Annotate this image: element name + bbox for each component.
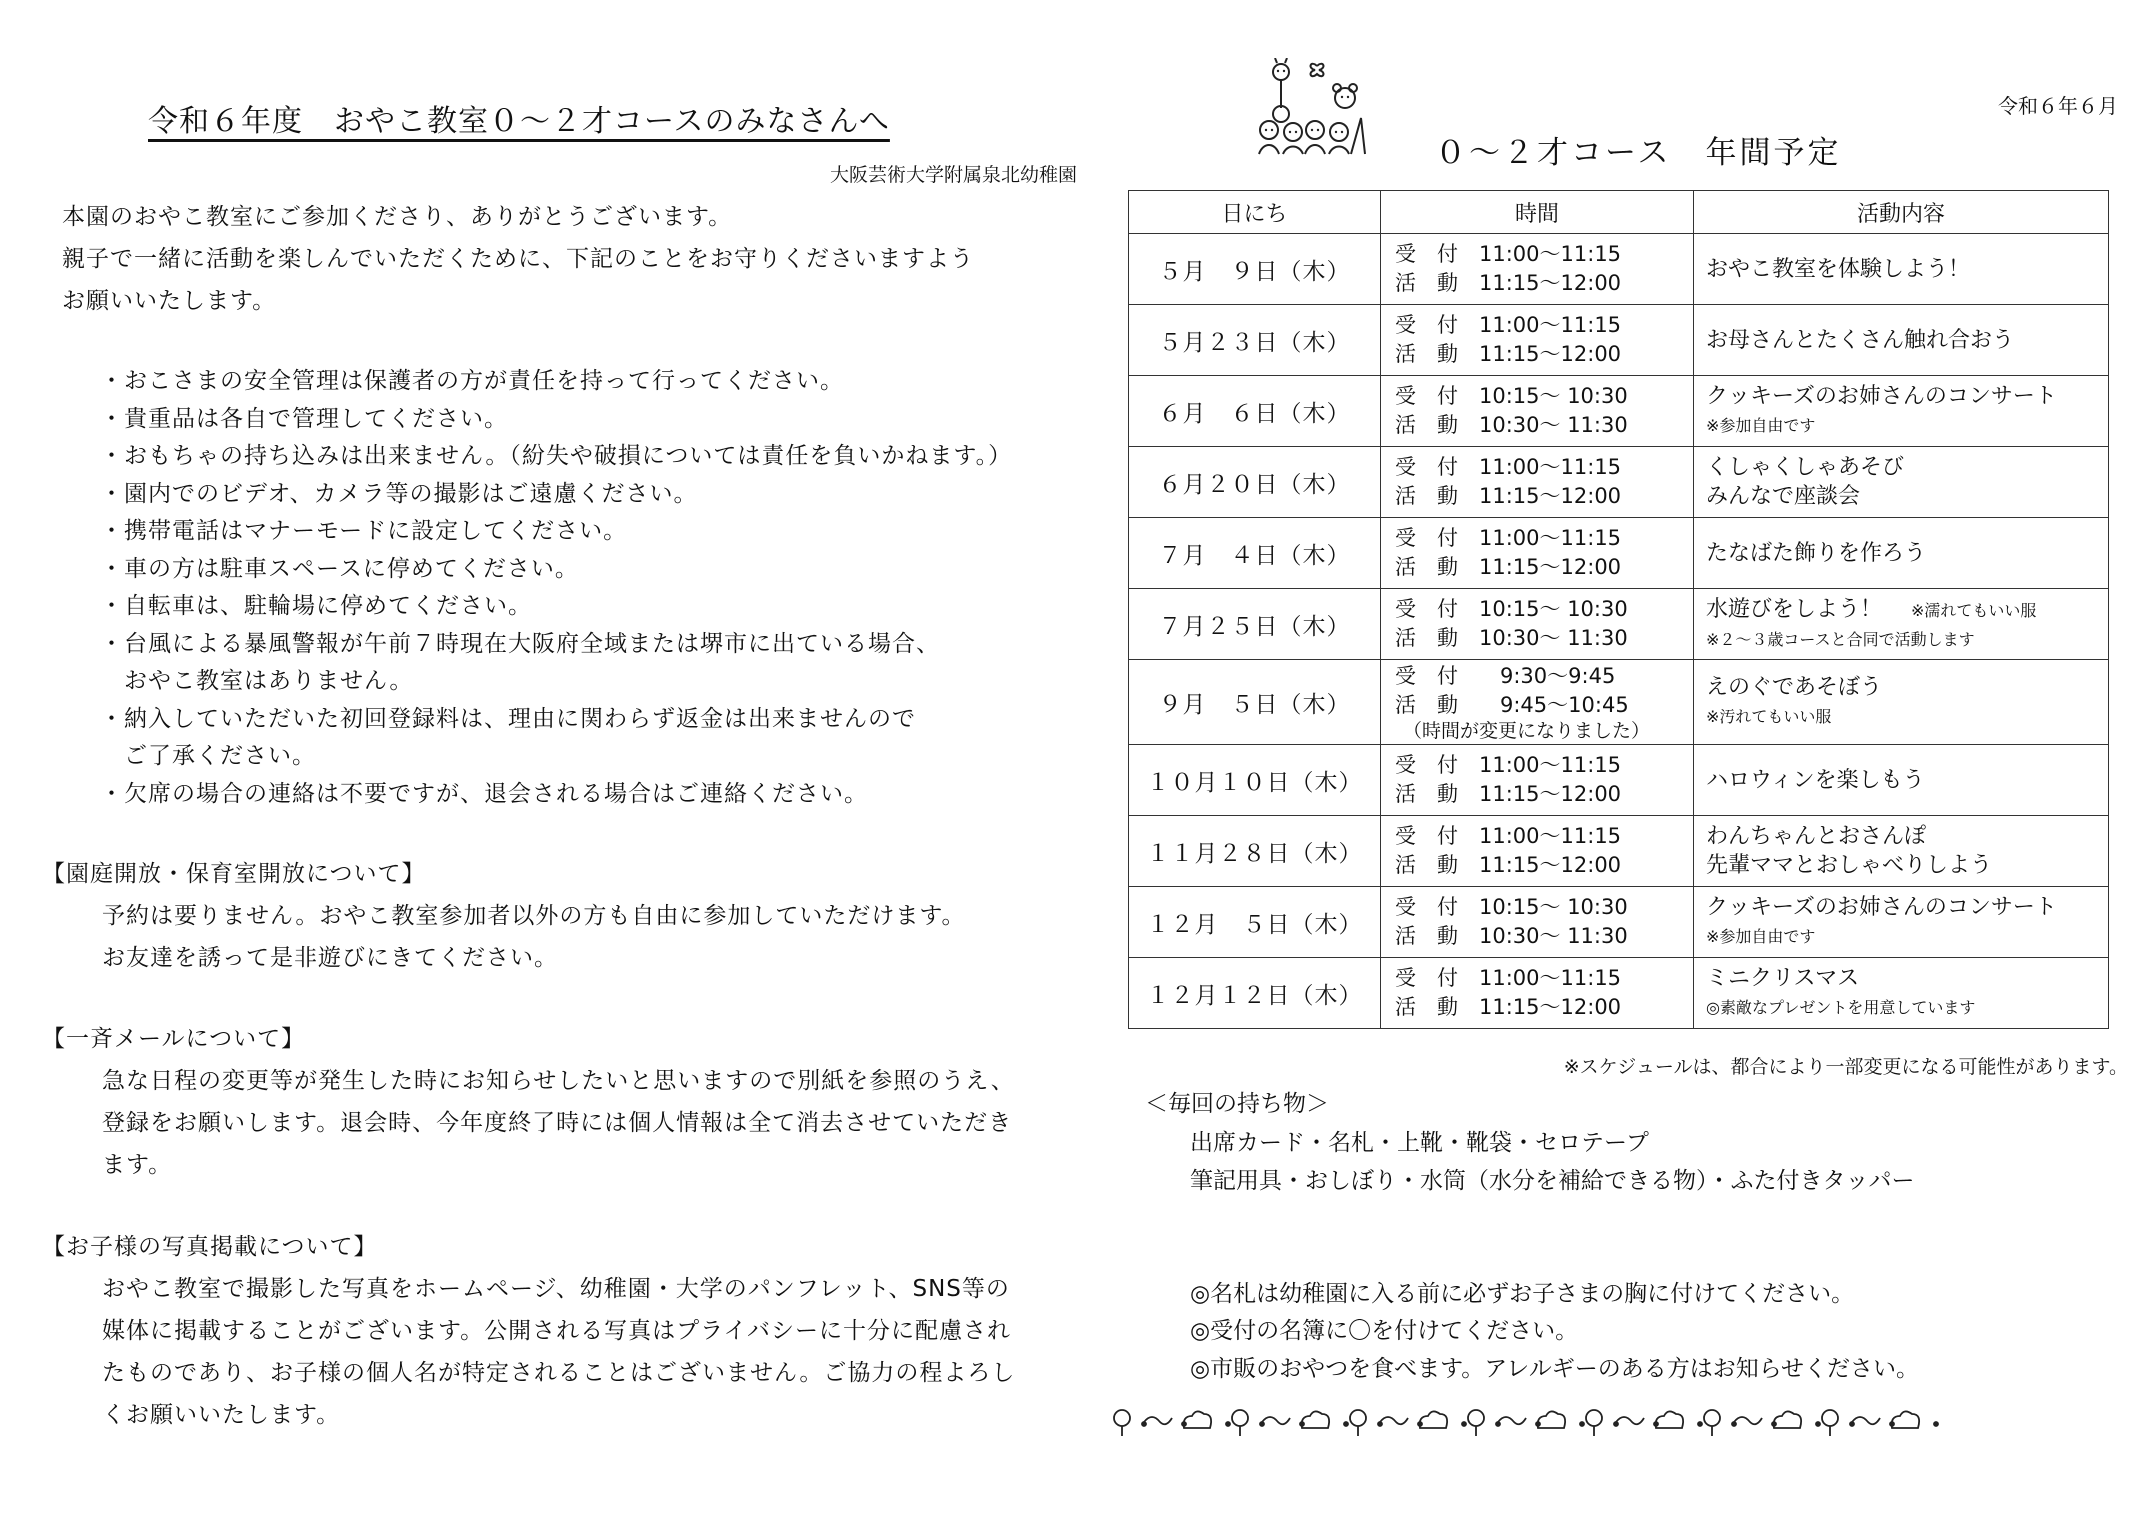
activity-note: ※参加自由です: [1706, 927, 1816, 946]
schedule-title: ０～２才コース 年間予定: [1435, 135, 1842, 171]
rule-item: ・おもちゃの持ち込みは出来ません。（紛失や破損については責任を負いかねます。）: [100, 443, 1013, 469]
section-line: 登録をお願いします。退会時、今年度終了時には個人情報は全て消去させていただき: [102, 1110, 1013, 1136]
activity-note: ※２～３歳コースと合同で活動します: [1706, 629, 1975, 649]
row-date: ５月 ９日（木）: [1129, 234, 1381, 305]
activity-title: ミニクリスマス: [1706, 966, 1860, 991]
activity-time: 活 動 10:30～ 11:30: [1395, 924, 1628, 948]
page-title: 令和６年度 おやこ教室０～２才コースのみなさんへ: [148, 104, 890, 139]
row-time: [1381, 660, 1694, 745]
reception-time: 受 付 10:15～ 10:30: [1395, 895, 1628, 919]
row-activity: [1694, 660, 2109, 745]
reminder-item: ◎名札は幼稚園に入る前に必ずお子さまの胸に付けてください。: [1190, 1281, 1855, 1307]
activity-time: 活 動 11:15～12:00: [1395, 995, 1622, 1019]
section-line: おやこ教室で撮影した写真をホームページ、幼稚園・大学のパンフレット、SNS等の: [102, 1276, 1010, 1302]
activity-title: くしゃくしゃあそび: [1706, 455, 1905, 480]
activity-note: ※参加自由です: [1706, 416, 1816, 435]
table-row: [1129, 745, 2109, 816]
belongings-line: 出席カード・名札・上靴・靴袋・セロテープ: [1190, 1130, 1649, 1156]
activity-time: 活 動 11:15～12:00: [1395, 484, 1622, 508]
section-line: 急な日程の変更等が発生した時にお知らせしたいと思いますので別紙を参照のうえ、: [102, 1068, 1015, 1094]
row-date: ５月２３日（木）: [1129, 305, 1381, 376]
reception-time: 受 付 9:30～9:45: [1395, 664, 1616, 688]
time-change-note: （時間が変更になりました）: [1403, 720, 1651, 742]
activity-time: 活 動 11:15～12:00: [1395, 853, 1622, 877]
issue-date: 令和６年６月: [1998, 94, 2118, 118]
table-row: [1129, 589, 2109, 660]
section-heading: 【園庭開放・保育室開放について】: [42, 861, 426, 887]
section-line: お友達を誘って是非遊びにきてください。: [102, 945, 558, 971]
annual-schedule-table: [1128, 190, 2109, 1029]
table-row: [1129, 518, 2109, 589]
rule-item: おやこ教室はありません。: [100, 668, 414, 694]
activity-title: わんちゃんとおさんぽ: [1706, 824, 1927, 849]
rule-item: ・おこさまの安全管理は保護者の方が責任を持って行ってください。: [100, 368, 844, 394]
row-activity: [1694, 745, 2109, 816]
table-header-row: [1129, 191, 2109, 234]
rule-item: ・携帯電話はマナーモードに設定してください。: [100, 518, 628, 544]
header-date: 日にち: [1129, 191, 1381, 234]
activity-title: たなばた飾りを作ろう: [1706, 540, 1927, 566]
table-row: [1129, 816, 2109, 887]
section-line: くお願いいたします。: [102, 1402, 341, 1428]
reception-time: 受 付 11:00～11:15: [1395, 824, 1622, 848]
intro-line: 本園のおやこ教室にご参加くださり、ありがとうございます。: [62, 204, 733, 230]
activity-time: 活 動 11:15～12:00: [1395, 342, 1622, 366]
activity-title: おやこ教室を体験しよう！: [1706, 256, 1971, 282]
row-activity: [1694, 958, 2109, 1029]
section-line: 予約は要りません。おやこ教室参加者以外の方も自由に参加していただけます。: [102, 903, 966, 929]
reminder-item: ◎市販のおやつを食べます。アレルギーのある方はお知らせください。: [1190, 1356, 1920, 1382]
activity-subtitle: 先輩ママとおしゃべりしよう: [1706, 853, 1993, 878]
row-time: [1381, 518, 1694, 589]
row-time: [1381, 816, 1694, 887]
organization-name: 大阪芸術大学附属泉北幼稚園: [829, 164, 1077, 186]
header-time: 時間: [1381, 191, 1694, 234]
row-activity: [1694, 887, 2109, 958]
row-time: [1381, 447, 1694, 518]
reception-time: 受 付 11:00～11:15: [1395, 242, 1622, 266]
belongings-heading: ＜毎回の持ち物＞: [1145, 1091, 1329, 1117]
row-date: ９月 ５日（木）: [1129, 660, 1381, 745]
section-line: ます。: [102, 1152, 173, 1178]
row-activity: [1694, 816, 2109, 887]
row-activity: [1694, 589, 2109, 660]
intro-line: お願いいたします。: [62, 288, 277, 314]
row-date: ７月 ４日（木）: [1129, 518, 1381, 589]
belongings-line: 筆記用具・おしぼり・水筒（水分を補給できる物）・ふた付きタッパー: [1190, 1168, 1915, 1194]
row-time: [1381, 958, 1694, 1029]
rule-item: ご了承ください。: [100, 743, 316, 769]
row-activity: [1694, 376, 2109, 447]
table-row: [1129, 234, 2109, 305]
row-activity: [1694, 447, 2109, 518]
activity-time: 活 動 10:30～ 11:30: [1395, 413, 1628, 437]
reception-time: 受 付 11:00～11:15: [1395, 966, 1622, 990]
activity-title: クッキーズのお姉さんのコンサート: [1706, 895, 2057, 920]
schedule-change-note: ※スケジュールは、都合により一部変更になる可能性があります。: [1563, 1056, 2128, 1078]
activity-time: 活 動 11:15～12:00: [1395, 782, 1622, 806]
table-row: [1129, 958, 2109, 1029]
row-date: ６月２０日（木）: [1129, 447, 1381, 518]
rule-item: ・台風による暴風警報が午前７時現在大阪府全域または堺市に出ている場合、: [100, 631, 940, 657]
reception-time: 受 付 10:15～ 10:30: [1395, 384, 1628, 408]
rule-item: ・欠席の場合の連絡は不要ですが、退会される場合はご連絡ください。: [100, 781, 868, 807]
activity-note: ◎素敵なプレゼントを用意しています: [1706, 998, 1976, 1017]
table-row: [1129, 887, 2109, 958]
reception-time: 受 付 11:00～11:15: [1395, 526, 1622, 550]
activity-time: 活 動 11:15～12:00: [1395, 555, 1622, 579]
row-date: ６月 ６日（木）: [1129, 376, 1381, 447]
reception-time: 受 付 11:00～11:15: [1395, 753, 1622, 777]
row-activity: [1694, 518, 2109, 589]
row-date: １２月 ５日（木）: [1129, 887, 1381, 958]
section-heading: 【一斉メールについて】: [42, 1026, 306, 1052]
decorative-border-icon: [1110, 1402, 2110, 1442]
row-date: ７月２５日（木）: [1129, 589, 1381, 660]
intro-line: 親子で一緒に活動を楽しんでいただくために、下記のことをお守りくださいますよう: [62, 246, 974, 272]
table-row: [1129, 376, 2109, 447]
row-time: [1381, 745, 1694, 816]
row-time: [1381, 234, 1694, 305]
reminder-item: ◎受付の名簿に〇を付けてください。: [1190, 1318, 1579, 1344]
rule-item: ・貴重品は各自で管理してください。: [100, 406, 508, 432]
row-time: [1381, 589, 1694, 660]
header-activity: 活動内容: [1694, 191, 2109, 234]
rule-item: ・納入していただいた初回登録料は、理由に関わらず返金は出来ませんので: [100, 706, 916, 732]
section-line: 媒体に掲載することがございます。公開される写真はプライバシーに十分に配慮され: [102, 1318, 1012, 1344]
reception-time: 受 付 10:15～ 10:30: [1395, 597, 1628, 621]
activity-time: 活 動 9:45～10:45: [1395, 693, 1629, 717]
section-heading: 【お子様の写真掲載について】: [42, 1234, 378, 1260]
activity-time: 活 動 10:30～ 11:30: [1395, 626, 1628, 650]
activity-subtitle: みんなで座談会: [1706, 484, 1861, 509]
activity-note: ※汚れてもいい服: [1706, 707, 1832, 726]
table-row: [1129, 660, 2109, 745]
activity-title: クッキーズのお姉さんのコンサート: [1706, 384, 2057, 409]
row-date: １２月１２日（木）: [1129, 958, 1381, 1029]
row-time: [1381, 305, 1694, 376]
animals-illustration-icon: [1255, 58, 1367, 156]
activity-time: 活 動 11:15～12:00: [1395, 271, 1622, 295]
activity-title: えのぐであそぼう: [1706, 675, 1883, 700]
table-row: [1129, 447, 2109, 518]
row-date: １１月２８日（木）: [1129, 816, 1381, 887]
section-line: たものであり、お子様の個人名が特定されることはございません。ご協力の程よろし: [102, 1360, 1016, 1386]
reception-time: 受 付 11:00～11:15: [1395, 455, 1622, 479]
activity-title: ハロウィンを楽しもう: [1706, 767, 1925, 793]
reception-time: 受 付 11:00～11:15: [1395, 313, 1622, 337]
row-activity: [1694, 234, 2109, 305]
row-time: [1381, 376, 1694, 447]
rule-item: ・園内でのビデオ、カメラ等の撮影はご遠慮ください。: [100, 481, 698, 507]
rule-item: ・自転車は、駐輪場に停めてください。: [100, 593, 532, 619]
activity-title: お母さんとたくさん触れ合おう: [1706, 327, 2015, 353]
activity-title: 水遊びをしよう！: [1706, 596, 1883, 622]
row-date: １０月１０日（木）: [1129, 745, 1381, 816]
table-row: [1129, 305, 2109, 376]
row-time: [1381, 887, 1694, 958]
activity-inline-note: ※濡れてもいい服: [1911, 600, 2037, 620]
row-activity: [1694, 305, 2109, 376]
rule-item: ・車の方は駐車スペースに停めてください。: [100, 556, 579, 582]
